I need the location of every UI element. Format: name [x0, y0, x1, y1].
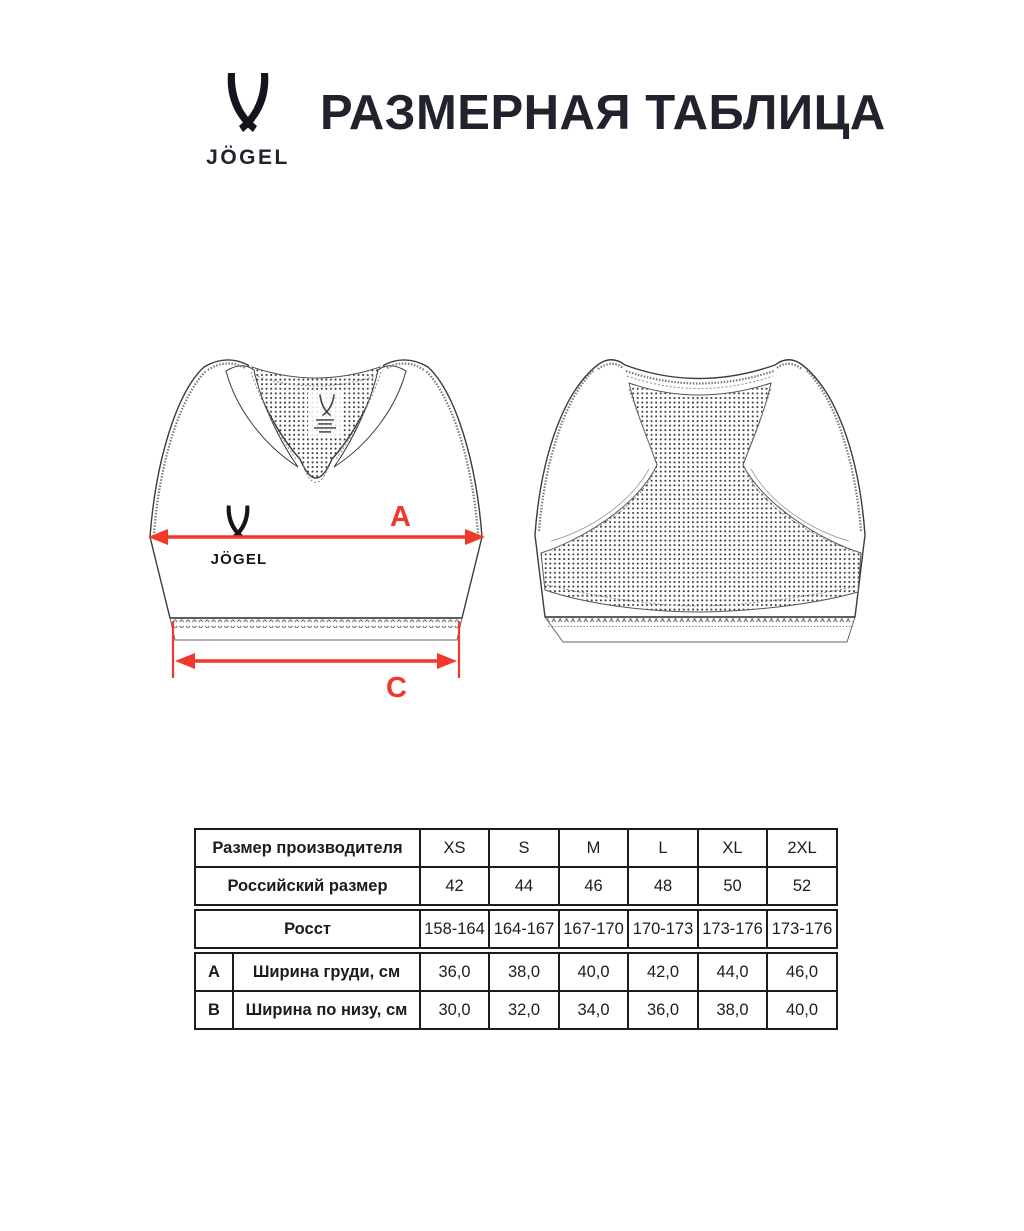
care-label	[308, 391, 342, 437]
table-row-manufacturer-size	[195, 829, 837, 867]
table-cell: 34,0	[559, 991, 628, 1029]
table-cell: 2XL	[767, 829, 837, 867]
size-table-group-sizes	[194, 828, 838, 906]
table-row-height	[195, 910, 837, 948]
table-cell: L	[628, 829, 698, 867]
table-cell: 173-176	[767, 910, 837, 948]
row-label: Российский размер	[195, 867, 420, 905]
row-label: Ширина по низу, см	[233, 991, 420, 1029]
row-letter: B	[195, 991, 233, 1029]
table-cell: 40,0	[559, 953, 628, 991]
dimension-arrow-c	[173, 621, 459, 678]
table-row-russian-size	[195, 867, 837, 905]
dimension-label-c: C	[386, 672, 407, 704]
table-cell: 52	[767, 867, 837, 905]
brand-logo-text: JÖGEL	[206, 146, 290, 169]
jogel-logo-icon	[223, 72, 273, 136]
row-letter: A	[195, 953, 233, 991]
row-label: Размер производителя	[195, 829, 420, 867]
table-cell: 36,0	[628, 991, 698, 1029]
table-cell: 38,0	[698, 991, 767, 1029]
table-cell: 164-167	[489, 910, 559, 948]
front-bottom-band	[170, 618, 462, 640]
table-cell: 36,0	[420, 953, 489, 991]
table-cell: S	[489, 829, 559, 867]
size-table	[194, 828, 836, 1033]
table-cell: 48	[628, 867, 698, 905]
row-label: Ширина груди, см	[233, 953, 420, 991]
table-cell: 32,0	[489, 991, 559, 1029]
table-cell: 44,0	[698, 953, 767, 991]
chest-brand-logo-text: JÖGEL	[210, 551, 268, 568]
table-cell: 46	[559, 867, 628, 905]
table-cell: XL	[698, 829, 767, 867]
bra-back-view	[535, 360, 865, 642]
table-cell: 167-170	[559, 910, 628, 948]
table-cell: 170-173	[628, 910, 698, 948]
table-cell: 158-164	[420, 910, 489, 948]
bra-front-view	[148, 360, 485, 704]
table-row-chest-width	[195, 953, 837, 991]
table-cell: 38,0	[489, 953, 559, 991]
table-cell: XS	[420, 829, 489, 867]
size-table-group-height	[194, 909, 838, 949]
page-title: РАЗМЕРНАЯ ТАБЛИЦА	[320, 86, 886, 140]
table-cell: 44	[489, 867, 559, 905]
bra-technical-drawing	[0, 340, 1024, 720]
row-label: Росст	[195, 910, 420, 948]
table-cell: 40,0	[767, 991, 837, 1029]
size-table-group-measurements	[194, 952, 838, 1030]
table-cell: 173-176	[698, 910, 767, 948]
table-cell: 42	[420, 867, 489, 905]
dimension-label-a: A	[390, 501, 411, 533]
table-cell: 42,0	[628, 953, 698, 991]
back-bottom-band	[545, 617, 855, 642]
table-row-bottom-width	[195, 991, 837, 1029]
table-cell: 50	[698, 867, 767, 905]
table-cell: 30,0	[420, 991, 489, 1029]
table-cell: M	[559, 829, 628, 867]
table-cell: 46,0	[767, 953, 837, 991]
